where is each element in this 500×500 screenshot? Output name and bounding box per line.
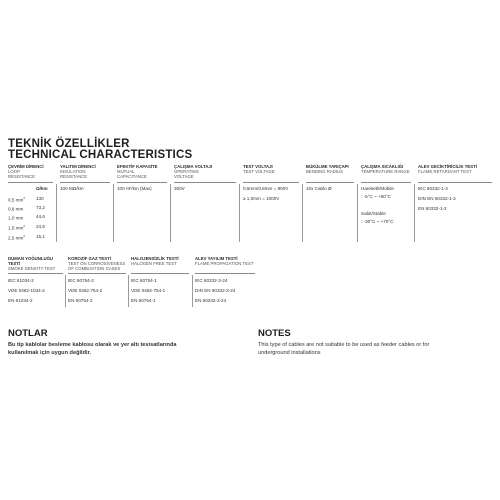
- notes-title-turkish: NOTLAR: [8, 328, 48, 339]
- flame-propagation-value: IEC 60332-3-24: [195, 278, 228, 283]
- loop-size: 0,5 $mm^2$: [8, 196, 25, 203]
- insulation-value: 100 MΩ/km: [60, 186, 84, 191]
- smoke-value: VDE 0482-1034-2: [8, 288, 45, 293]
- header-halogen-free: HALOJENSİZLİK TESTİ HALOGEN FREE TEST: [131, 256, 179, 267]
- header-flame-retardant: ALEV GECİKTİRİCİLİK TESTİ FLAME RETARDANT TEST: [418, 164, 477, 175]
- header-mutual-capacitance: EFEKTİF KAPASİTE MUTUAL CAPACITANCE: [117, 164, 158, 180]
- header-operating-voltage: ÇALIŞMA VOLTAJI OPERATING VOLTAGE: [174, 164, 213, 180]
- bending-radius-value: 10x Cablo Ø: [306, 186, 332, 191]
- header-bending-radius: BÜKÜLME YARIÇAPI BENDING RADIUS: [306, 164, 349, 175]
- loop-size: 1,0 mm: [8, 215, 24, 221]
- notes-text-turkish: Bu tip kablolar besleme kablosu olarak ve yer altı tesisatlarında kullanılmak için uygun değildir.: [8, 342, 177, 356]
- flame-retardant-value: EN 60332-1-2: [418, 206, 447, 211]
- header-test-voltage: TEST VOLTAJI TEST VOLTAGE: [243, 164, 275, 175]
- temperature-label: Sabit/Stable: [361, 211, 386, 216]
- temperature-label: Hareketli/Mobile: [361, 186, 394, 191]
- flame-propagation-value: EN 60332-3-24: [195, 298, 227, 303]
- operating-voltage-value: 300V: [174, 186, 185, 191]
- notes-text-english: This type of cables are not suitable to be used as feeder cables or for underground installations: [258, 342, 430, 356]
- smoke-value: IEC 61034-2: [8, 278, 34, 283]
- halogen-value: IEC 60754-1: [131, 278, 157, 283]
- loop-value: 44,6: [36, 214, 45, 219]
- loop-value: 24,6: [36, 224, 45, 229]
- notes-title-english: NOTES: [258, 328, 291, 339]
- halogen-value: EN 60754-1: [131, 298, 156, 303]
- loop-value: 73,2: [36, 205, 45, 210]
- corrosive-value: EN 60754-2: [68, 298, 93, 303]
- temperature-value: : -5°C ~ +50°C: [361, 194, 391, 199]
- corrosive-value: IEC 60754-2: [68, 278, 94, 283]
- loop-value: 15,1: [36, 234, 45, 239]
- loop-unit: Ω/km: [36, 186, 48, 191]
- loop-size: 1,5 $mm^2$: [8, 224, 25, 231]
- loop-value: 130: [36, 196, 44, 201]
- capacitance-value: 100 nF/km (Max): [117, 186, 152, 191]
- header-loop-resistance: ÇEVRİM DİRENCİ LOOP RESISTANCE: [8, 164, 44, 180]
- header-corrosive-gas: KOROZİF GAZ TESTİ TEST ON CORROSIVENESS OF COMBUSTION GASES: [68, 256, 126, 272]
- loop-size: 0,8 mm: [8, 206, 24, 212]
- flame-propagation-value: DIN EN 60332-3-24: [195, 288, 236, 293]
- title-turkish: TEKNİK ÖZELLİKLER: [8, 138, 130, 150]
- flame-retardant-value: IEC 60332-1-2: [418, 186, 448, 191]
- loop-size: 2,5 $mm^2$: [8, 234, 25, 241]
- halogen-value: VDE 0482-754-1: [131, 288, 166, 293]
- smoke-value: EN 61034-2: [8, 298, 33, 303]
- flame-retardant-value: DIN EN 60332-1-2: [418, 196, 456, 201]
- temperature-value: : -30°C ~ +70°C: [361, 219, 394, 224]
- header-insulation-resistance: YALITIM DİRENCİ INSULATION RESISTANCE: [60, 164, 96, 180]
- header-temperature-range: ÇALIŞMA SICAKLIĞI TEMPERATURE RANGE: [361, 164, 410, 175]
- header-smoke-density: DUMAN YOĞUNLUĞU TESTİ SMOKE DENSITY TEST: [8, 256, 56, 272]
- title-english: TECHNICAL CHARACTERISTICS: [8, 149, 193, 161]
- header-flame-propagation: ALEV YAYILIM TESTİ FLAME PROPAGATION TEST: [195, 256, 254, 267]
- test-voltage-value: ≥ 1,0mm = 1000V: [243, 196, 280, 201]
- test-voltage-value: 0,6mm/0,8mm = 800V: [243, 186, 289, 191]
- corrosive-value: VDE 0482-754-2: [68, 288, 103, 293]
